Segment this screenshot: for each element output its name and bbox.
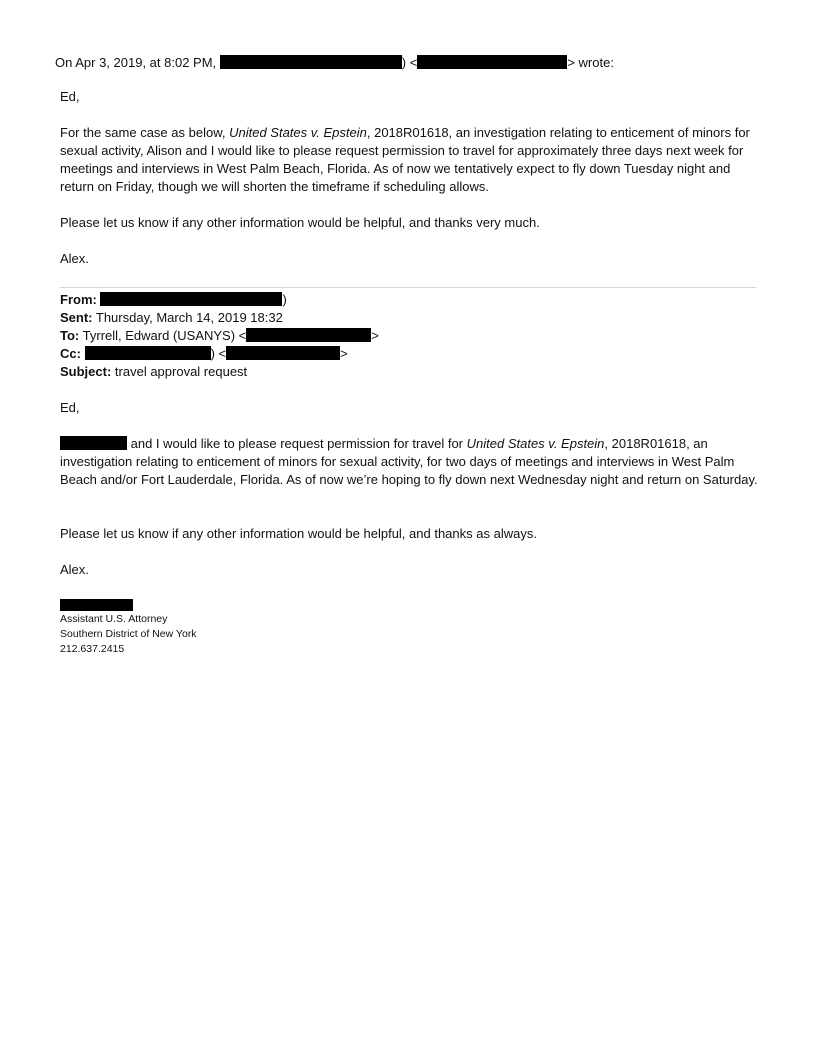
redaction-cc-email — [226, 346, 340, 360]
cc-label: Cc: — [60, 346, 81, 361]
from-close: ) — [282, 292, 287, 307]
reply-greeting: Ed, — [60, 89, 80, 104]
original-case-name: United States v. Epstein — [466, 436, 605, 451]
original-paragraph-1 — [60, 435, 760, 489]
original-paragraph-2: Please let us know if any other information would be helpful, and thanks as always. — [60, 526, 537, 541]
redaction-from — [100, 292, 282, 306]
subject-label: Subject: — [60, 364, 112, 379]
original-to-row — [60, 327, 379, 345]
reply-signoff: Alex. — [60, 251, 89, 266]
sent-label: Sent: — [60, 310, 93, 325]
cc-close: > — [340, 346, 348, 361]
subject-value: travel approval request — [114, 364, 248, 379]
original-subject-row — [60, 363, 247, 381]
sent-value: Thursday, March 14, 2019 18:32 — [95, 310, 283, 325]
reply-header — [55, 54, 614, 72]
original-sent-row — [60, 309, 283, 327]
header-mid: ) < — [401, 55, 418, 70]
original-signoff: Alex. — [60, 562, 89, 577]
cc-mid: ) < — [210, 346, 227, 361]
original-from-row — [60, 291, 287, 309]
reply-p1-text-a: For the same case as below, — [60, 125, 230, 140]
original-p1-text-a: and I would like to please request permission for travel for — [127, 436, 467, 451]
original-p1-text-b: , 2018R01618, an investigation relating to enticement of minors for sexual activity, for two days of meetings and interviews in West Palm Beach and/or Fort Lauderdale, Florida. As of now we’re hoping to fly down next Wednesday night and return on Saturday. — [60, 436, 758, 487]
redaction-to-email — [246, 328, 371, 342]
redaction-cc-name — [85, 346, 211, 360]
to-label: To: — [60, 328, 80, 343]
redaction-sender-email — [417, 55, 567, 69]
from-label: From: — [60, 292, 97, 307]
original-greeting: Ed, — [60, 400, 80, 415]
reply-paragraph-1 — [60, 124, 760, 196]
header-date: On Apr 3, 2019, at 8:02 PM, — [55, 55, 217, 70]
signature-title: Assistant U.S. Attorney — [60, 613, 168, 625]
reply-paragraph-2: Please let us know if any other information would be helpful, and thanks very much. — [60, 215, 540, 230]
signature-office: Southern District of New York — [60, 628, 197, 640]
message-divider — [60, 287, 756, 288]
reply-p1-text-b: , 2018R01618, an investigation relating to enticement of minors for sexual activity, Alison and I would like to please request permission to travel for approximately three days next week for meetings and interviews in West Palm Beach, Florida. As of now we tentatively expect to fly down Tuesday night and return on Friday, though we will shorten the timeframe if scheduling allows. — [60, 125, 750, 194]
original-cc-row — [60, 345, 348, 363]
signature-phone: 212.637.2415 — [60, 643, 125, 655]
redaction-colleague-name — [60, 436, 127, 450]
redaction-sender-name — [220, 55, 402, 69]
header-suffix: > wrote: — [567, 55, 614, 70]
redaction-signature-name — [60, 599, 133, 611]
to-value: Tyrrell, Edward (USANYS) < — [82, 328, 247, 343]
to-close: > — [371, 328, 379, 343]
reply-case-name: United States v. Epstein — [229, 125, 367, 140]
